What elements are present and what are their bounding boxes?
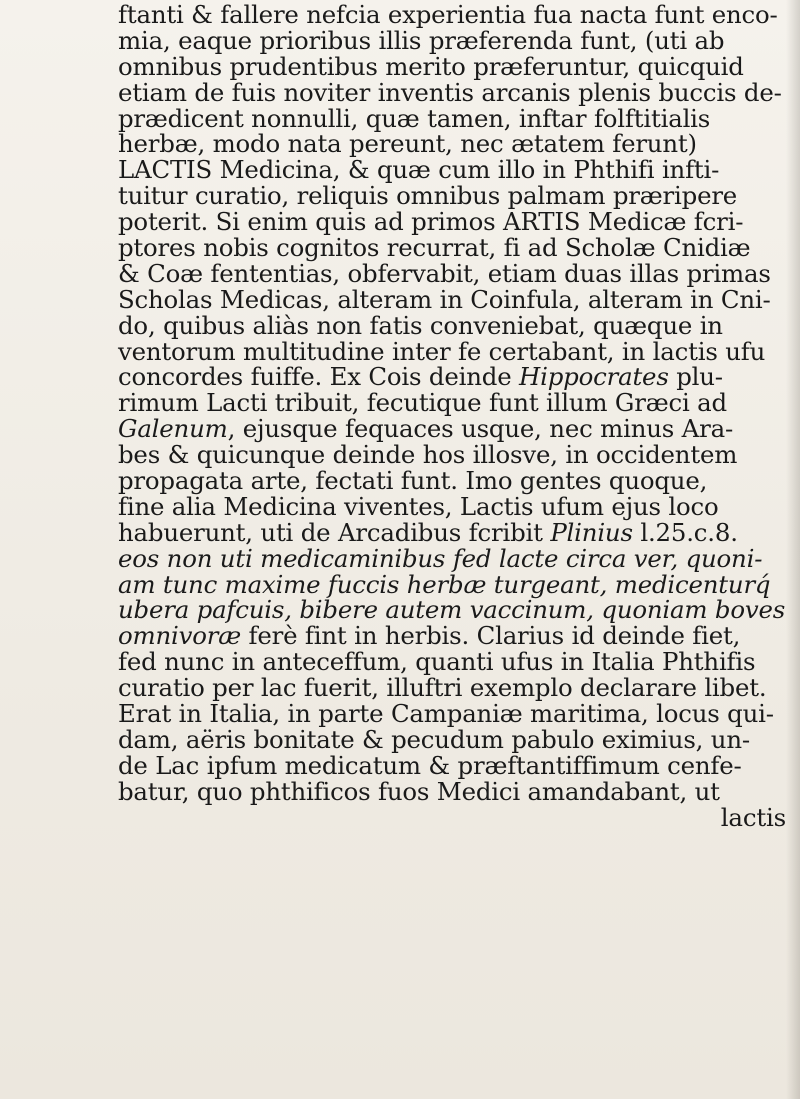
- text-line: [118, 284, 786, 314]
- text-run: & Coæ fententias, obfervabit, etiam duas illas primas: [118, 258, 771, 288]
- text-line: [118, 569, 786, 599]
- italic-text: omnivoræ: [118, 621, 241, 651]
- text-line: [118, 543, 786, 573]
- text-line: [118, 597, 786, 623]
- text-run: tuitur curatio, reliquis omnibus palmam præripere: [118, 181, 738, 211]
- text-line: [118, 390, 786, 416]
- page-edge-shadow: [786, 0, 800, 1099]
- text-run: omnibus prudentibus merito præferuntur, quicquid: [118, 51, 744, 81]
- text-run: , ejusque fequaces usque, nec minus Ara-: [227, 414, 734, 444]
- text-line: [118, 364, 786, 390]
- text-run: LACTIS Medicina, & quæ cum illo in Phthifi infti-: [118, 155, 720, 185]
- text-run: prædicent nonnulli, quæ tamen, inftar folftitialis: [118, 103, 711, 133]
- italic-text: eos non uti medicaminibus fed lacte circa ver, quoni-: [118, 543, 763, 573]
- text-run: plu-: [668, 362, 723, 392]
- text-run: batur, quo phthificos fuos Medici amandabant, ut: [118, 776, 720, 806]
- text-line: [118, 623, 786, 649]
- text-line: [118, 183, 786, 209]
- text-line: [118, 724, 786, 754]
- text-line: [118, 517, 786, 547]
- italic-text: ubera pafcuis, bibere autem vaccinum, quoniam boves: [118, 595, 786, 625]
- text-line: [118, 235, 786, 261]
- text-run: ventorum multitudine inter fe certabant, in lactis ufu: [118, 336, 766, 366]
- catchword: lactis: [720, 802, 786, 832]
- text-run: mia, eaque prioribus illis præferenda funt, (uti ab: [118, 25, 725, 55]
- text-line: [118, 2, 786, 28]
- text-run: dam, aëris bonitate & pecudum pabulo eximius, un-: [118, 724, 750, 754]
- text-line: [118, 157, 786, 183]
- text-run: concordes fuiffe. Ex Cois deinde: [118, 362, 520, 392]
- text-line: [118, 131, 786, 157]
- text-run: rimum Lacti tribuit, fecutique funt illum Græci ad: [118, 388, 727, 418]
- text-run: herbæ, modo nata pereunt, nec ætatem ferunt): [118, 129, 697, 159]
- text-line: [118, 51, 786, 81]
- text-run: habuerunt, uti de Arcadibus fcribit: [118, 517, 551, 547]
- text-line: [118, 675, 786, 701]
- text-line: [118, 701, 786, 727]
- text-run: curatio per lac fuerit, illuftri exemplo declarare libet.: [118, 673, 767, 703]
- text-line: [118, 310, 786, 340]
- text-line: [118, 416, 786, 442]
- text-line: [118, 468, 786, 494]
- text-run: poterit. Si enim quis ad primos ARTIS Medicæ fcri-: [118, 207, 744, 237]
- text-run: do, quibus aliàs non fatis conveniebat, quæque in: [118, 310, 723, 340]
- text-line: [118, 491, 786, 521]
- text-run: ferè fint in herbis. Clarius id deinde fiet,: [240, 621, 741, 651]
- text-run: propagata arte, fectati funt. Imo gentes quoque,: [118, 466, 708, 496]
- italic-text: Hippocrates: [519, 362, 669, 392]
- italic-text: Plinius: [550, 517, 633, 547]
- text-line: [118, 103, 786, 133]
- italic-text: am tunc maxime fuccis herbæ turgeant, medicenturq́: [118, 569, 771, 599]
- text-run: bes & quicunque deinde hos illosve, in occidentem: [118, 440, 738, 470]
- text-run: l.25.c.8.: [632, 517, 738, 547]
- text-line: [118, 336, 786, 366]
- text-line: [118, 25, 786, 55]
- text-line: [118, 77, 786, 107]
- text-line: [118, 750, 786, 780]
- text-line: [118, 442, 786, 468]
- text-line: [118, 209, 786, 235]
- text-line: [118, 258, 786, 288]
- italic-text: Galenum: [118, 414, 228, 444]
- text-run: ftanti & fallere nefcia experientia fua nacta funt enco-: [118, 0, 778, 29]
- text-line: [118, 649, 786, 675]
- text-run: fed nunc in anteceffum, quanti ufus in Italia Phthifis: [118, 647, 756, 677]
- text-run: fine alia Medicina viventes, Lactis ufum ejus loco: [118, 491, 719, 521]
- text-run: ptores nobis cognitos recurrat, fi ad Scholæ Cnidiæ: [118, 233, 751, 263]
- text-run: de Lac ipfum medicatum & præftantiffimum cenfe-: [118, 750, 742, 780]
- text-run: etiam de fuis noviter inventis arcanis plenis buccis de-: [118, 77, 782, 107]
- body-text: [118, 2, 788, 831]
- text-run: Scholas Medicas, alteram in Coinfula, alteram in Cni-: [118, 284, 771, 314]
- text-run: Erat in Italia, in parte Campaniæ maritima, locus qui-: [118, 699, 774, 729]
- text-line: [118, 776, 786, 806]
